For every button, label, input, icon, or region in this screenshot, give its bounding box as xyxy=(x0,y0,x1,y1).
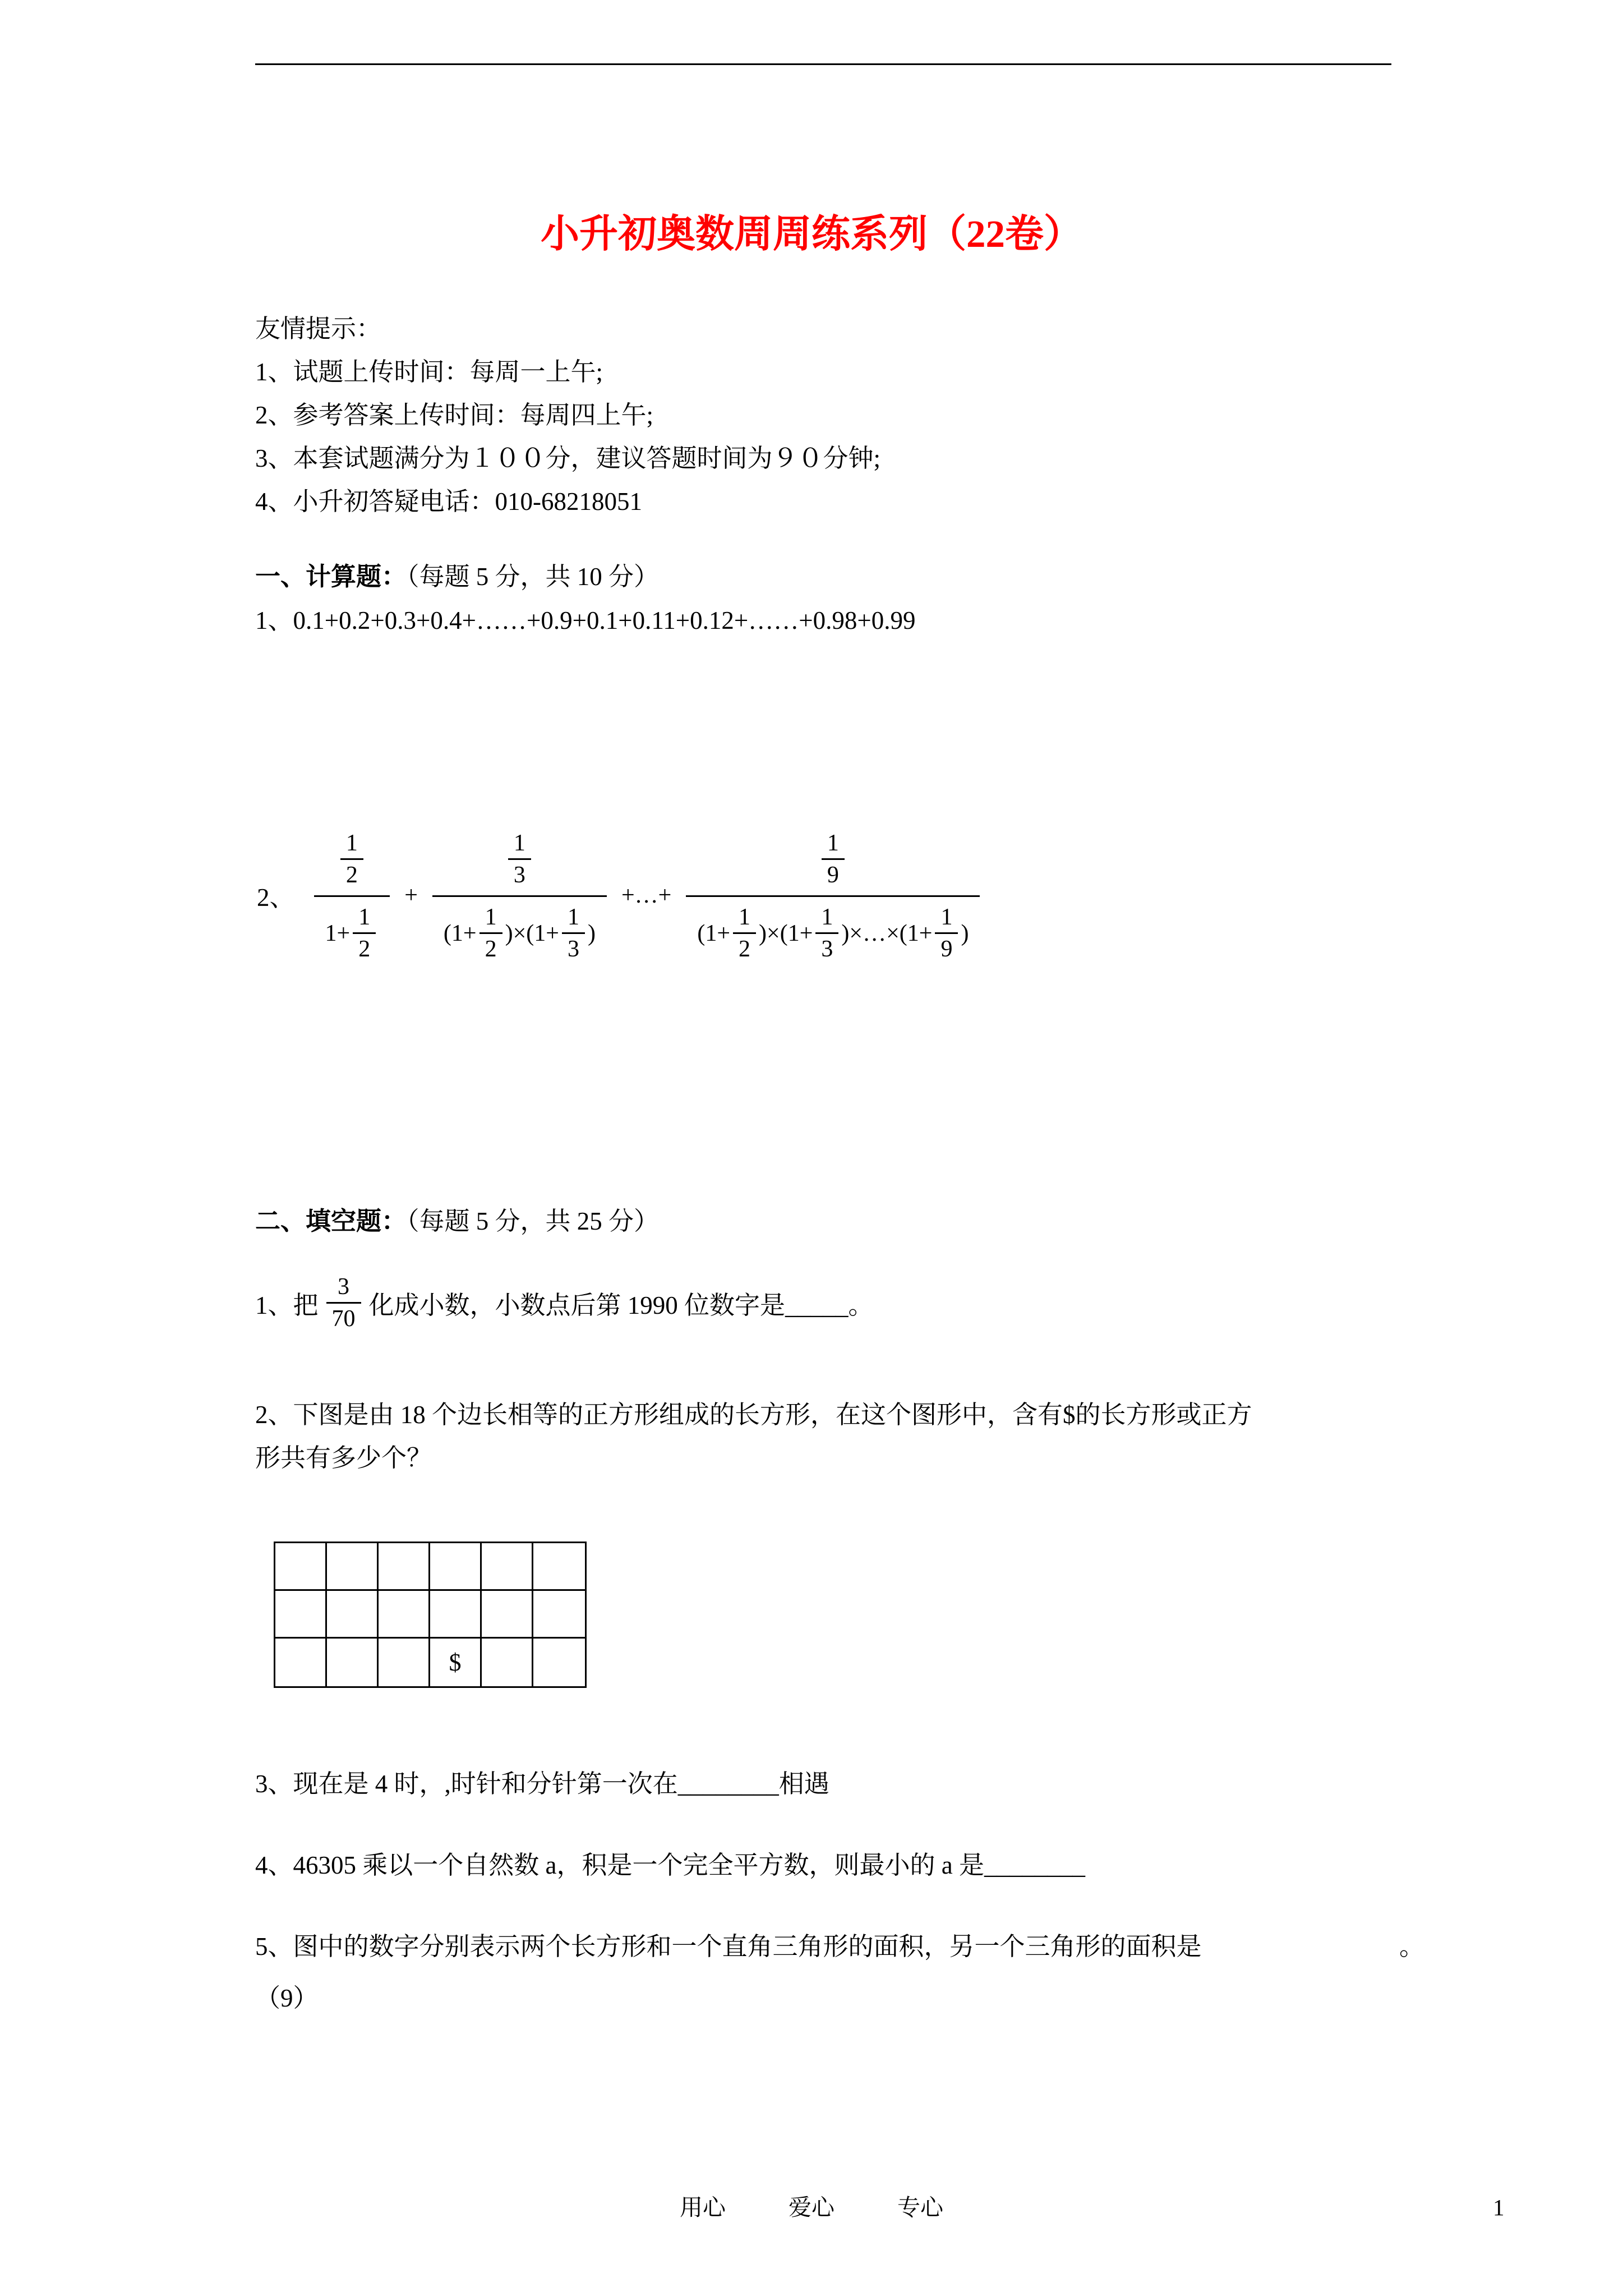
fill-question-4: 4、46305 乘以一个自然数 a，积是一个完全平方数，则最小的 a 是________ xyxy=(255,1851,1085,1879)
frac-1-3 xyxy=(815,904,838,963)
grid-cell xyxy=(275,1543,327,1591)
grid-cell xyxy=(482,1543,533,1591)
frac-denominator: 2 xyxy=(345,862,358,888)
tip-item-4: 4、小升初答疑电话：010-68218051 xyxy=(255,487,642,516)
grid-cell xyxy=(327,1639,379,1686)
fill-q2-line2: 形共有多少个？ xyxy=(255,1444,432,1472)
times-ellipsis-operator: ×…× xyxy=(849,920,900,946)
frac-numerator: 1 xyxy=(815,904,838,934)
calc-question-1: 1、0.1+0.2+0.3+0.4+……+0.9+0.1+0.11+0.12+……+0.98+0.99 xyxy=(255,606,916,634)
fill-q5-text: 5、图中的数字分别表示两个长方形和一个直角三角形的面积，另一个三角形的面积是 xyxy=(255,1932,1202,1961)
frac-numerator: 1 xyxy=(562,904,585,934)
grid-cell xyxy=(533,1591,585,1639)
grid-cell xyxy=(327,1591,379,1639)
tip-item-2: 2、参考答案上传时间：每周四上午; xyxy=(255,401,654,429)
frac-1-2 xyxy=(479,904,502,963)
fill-question-5 xyxy=(255,1925,1424,1968)
fill-question-2 xyxy=(255,1393,1252,1480)
section1-heading-title: 一、计算题： xyxy=(255,563,407,591)
frac-1-2 xyxy=(353,904,376,963)
frac-1-2 xyxy=(733,904,756,963)
section2-heading-note: （每题 5 分，共 25 分） xyxy=(407,1207,660,1235)
calc-question-2 xyxy=(257,827,984,963)
plus-ellipsis-operator: +…+ xyxy=(621,882,672,908)
tips-heading: 友情提示： xyxy=(255,315,382,343)
grid-cell xyxy=(482,1591,533,1639)
times-operator: × xyxy=(767,920,780,946)
frac-numerator: 1 xyxy=(353,904,376,934)
frac-denominator: 2 xyxy=(485,936,497,962)
fill-q1-suffix: 化成小数，小数点后第 1990 位数字是_____。 xyxy=(368,1291,874,1319)
grid-cell xyxy=(533,1543,585,1591)
fraction-term-2 xyxy=(432,827,607,963)
frac-3-70 xyxy=(326,1273,361,1332)
frac-denominator: 3 xyxy=(821,936,833,962)
grid-cell xyxy=(379,1591,430,1639)
page-number: 1 xyxy=(1493,2194,1505,2220)
fill-q5-period: 。 xyxy=(1399,1932,1424,1961)
fill-q2-line1: 2、下图是由 18 个边长相等的正方形组成的长方形，在这个图形中，含有$的长方形或正方 xyxy=(255,1401,1252,1429)
squares-grid xyxy=(274,1542,587,1688)
frac-1-9 xyxy=(935,904,958,963)
footer-word-3: 专心 xyxy=(897,2194,943,2220)
frac-numerator: 1 xyxy=(479,904,502,934)
tip-item-3: 3、本套试题满分为１００分，建议答题时间为９０分钟; xyxy=(255,444,881,472)
calc-q2-expression xyxy=(310,827,985,963)
open-paren-text: (1+ xyxy=(443,920,477,946)
fraction-term-1 xyxy=(314,827,390,963)
frac-1-3 xyxy=(508,830,531,889)
grid-cell xyxy=(430,1591,482,1639)
close-paren-text: ) xyxy=(841,920,850,946)
open-paren-text: (1+ xyxy=(526,920,559,946)
close-paren-text: ) xyxy=(961,920,969,946)
section2-heading-title: 二、填空题： xyxy=(255,1207,407,1235)
plus-operator: + xyxy=(404,882,418,908)
section2-heading xyxy=(255,1200,659,1243)
tip-item-1: 1、试题上传时间：每周一上午; xyxy=(255,358,603,386)
frac-1-2 xyxy=(340,830,363,889)
term3-numerator xyxy=(686,827,980,897)
grid-cell-dollar: $ xyxy=(430,1639,482,1686)
fraction-term-3 xyxy=(686,827,980,963)
tips-block xyxy=(255,307,880,523)
frac-denominator: 2 xyxy=(739,936,751,962)
frac-numerator: 1 xyxy=(733,904,756,934)
frac-1-3 xyxy=(562,904,585,963)
term2-numerator xyxy=(432,827,607,897)
term1-denominator xyxy=(314,897,390,963)
page-title: 小升初奥数周周练系列（22卷） xyxy=(541,213,1082,255)
frac-denominator: 3 xyxy=(567,936,579,962)
fill-q5-answer: （9） xyxy=(255,1984,319,2012)
grid-cell xyxy=(275,1591,327,1639)
close-paren-text: ) xyxy=(505,920,513,946)
close-paren-text: ) xyxy=(759,920,767,946)
frac-denominator: 9 xyxy=(940,936,953,962)
grid-cell xyxy=(379,1639,430,1686)
open-paren-text: (1+ xyxy=(697,920,731,946)
frac-numerator: 1 xyxy=(508,830,531,860)
grid-cell xyxy=(275,1639,327,1686)
close-paren-text: ) xyxy=(587,920,596,946)
frac-denominator: 70 xyxy=(331,1306,356,1332)
one-plus-text: 1+ xyxy=(325,920,351,946)
header-rule xyxy=(255,63,1391,65)
frac-1-9 xyxy=(822,830,845,889)
grid-cell xyxy=(430,1543,482,1591)
times-operator: × xyxy=(513,920,527,946)
grid-cell xyxy=(482,1639,533,1686)
calc-q2-label: 2、 xyxy=(257,884,295,912)
term1-numerator xyxy=(314,827,390,897)
grid-cell xyxy=(327,1543,379,1591)
open-paren-text: (1+ xyxy=(780,920,813,946)
frac-denominator: 9 xyxy=(827,862,839,888)
fill-q1-prefix: 1、把 xyxy=(255,1291,319,1319)
grid-cell xyxy=(379,1543,430,1591)
frac-numerator: 3 xyxy=(326,1273,361,1304)
footer-word-2: 爱心 xyxy=(789,2194,834,2220)
term2-denominator xyxy=(432,897,607,963)
frac-numerator: 1 xyxy=(340,830,363,860)
frac-numerator: 1 xyxy=(822,830,845,860)
grid-cell xyxy=(533,1639,585,1686)
footer-word-1: 用心 xyxy=(680,2194,726,2220)
term3-denominator xyxy=(686,897,980,963)
frac-denominator: 3 xyxy=(513,862,525,888)
section1-heading xyxy=(255,555,659,599)
frac-denominator: 2 xyxy=(358,936,371,962)
section1-heading-note: （每题 5 分，共 10 分） xyxy=(407,563,660,591)
fill-question-1 xyxy=(255,1273,874,1332)
fill-question-3: 3、现在是 4 时，,时针和分针第一次在________相遇 xyxy=(255,1770,829,1798)
open-paren-text: (1+ xyxy=(899,920,933,946)
footer xyxy=(0,2188,1623,2227)
frac-numerator: 1 xyxy=(935,904,958,934)
